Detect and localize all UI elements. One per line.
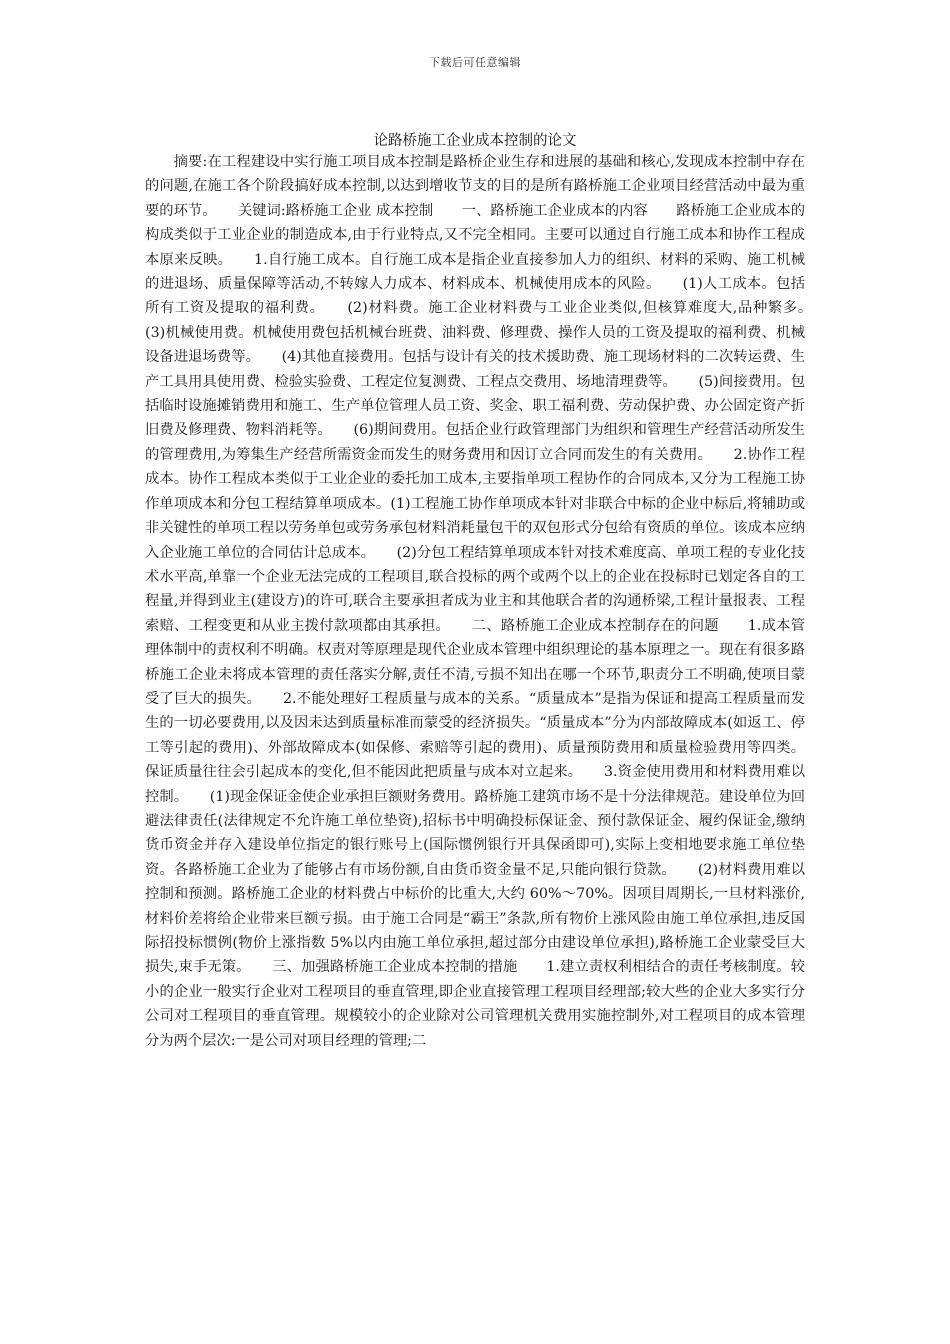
body-paragraph: 摘要:在工程建设中实行施工项目成本控制是路桥企业生存和进展的基础和核心,发现成本控制中存在的问题,在施工各个阶段搞好成本控制,以达到增收节支的目的是所有路桥施工企业项目经营活动中最为重要的环节。 关键词:路桥施工企业 成本控制 一、路桥施工企业成本的内容 路桥施工企业成本的构成类似于工业企业的制造成本,由于行业特点,又不完全相同。主要可以通过自行施工成本和协作工程成本原来反映。 1.自行施工成本。自行施工成本是指企业直接参加人力的组织、材料的采购、施工机械的进退场、质量保障等活动,不转嫁人力成本、材料成本、机械使用成本的风险。 (1)人工成本。包括所有工资及提取的福利费。 (2)材料费。施工企业材料费与工业企业类似,但核算难度大,品种繁多。 (3)机械使用费。机械使用费包括机械台班费、油料费、修理费、操作人员的工资及提取的福利费、机械设备进退场费等。 (4)其他直接费用。包括与设计有关的技术援助费、施工现场材料的二次转运费、生产工具用具使用费、检验实验费、工程定位复测费、工程点交费用、场地清理费等。 (5)间接费用。包括临时设施摊销费用和施工、生产单位管理人员工资、奖金、职工福利费、劳动保护费、办公固定资产折旧费及修理费、物料消耗等。 (6)期间费用。包括企业行政管理部门为组织和管理生产经营活动所发生的管理费用,为筹集生产经营所需资金而发生的财务费用和因订立合同而发生的有关费用。 2.协作工程成本。协作工程成本类似于工业企业的委托加工成本,主要指单项工程协作的合同成本,又分为工程施工协作单项成本和分包工程结算单项成本。(1)工程施工协作单项成本针对非联合中标的企业中标后,将辅助或非关键性的单项工程以劳务单包或劳务承包材料消耗量包干的双包形式分包给有资质的单位。该成本应纳入企业施工单位的合同估计总成本。 (2)分包工程结算单项成本针对技术难度高、单项工程的专业化技术水平高,单靠一个企业无法完成的工程项目,联合投标的两个或两个以上的企业在投标时已划定各自的工程量,并得到业主(建设方)的许可,联合主要承担者成为业主和其他联合者的沟通桥梁,工程计量报表、工程索赔、工程变更和从业主拨付款项都由其承担。 二、路桥施工企业成本控制存在的问题 1.成本管理体制中的责权利不明确。权责对等原理是现代企业成本管理中组织理论的基本原理之一。现在有很多路桥施工企业未将成本管理的责任落实分解,责任不清,亏损不知出在哪一个环节,职责分工不明确,使项目蒙受了巨大的损失。 2.不能处理好工程质量与成本的关系。“质量成本”是指为保证和提高工程质量而发生的一切必要费用,以及因未达到质量标准而蒙受的经济损失。“质量成本”分为内部故障成本(如返工、停工等引起的费用)、外部故障成本(如保修、索赔等引起的费用)、质量预防费用和质量检验费用等四类。保证质量往往会引起成本的变化,但不能因此把质量与成本对立起来。 3.资金使用费用和材料费用难以控制。 (1)现金保证金使企业承担巨额财务费用。路桥施工建筑市场不是十分法律规范。建设单位为回避法律责任(法律规定不允许施工单位垫资),招标书中明确投标保证金、预付款保证金、履约保证金,缴纳货币资金并存入建设单位指定的银行账号上(国际惯例银行开具保函即可),实际上变相地要求施工单位垫资。各路桥施工企业为了能够占有市场份额,自由货币资金量不足,只能向银行贷款。 (2)材料费用难以控制和预测。路桥施工企业的材料费占中标价的比重大,大约 60%～70%。因项目周期长,一旦材料涨价,材料价差将给企业带来巨额亏损。由于施工合同是“霸王”条款,所有物价上涨风险由施工单位承担,违反国际招投标惯例(物价上涨指数 5%以内由施工单位承担,超过部分由建设单位承担),路桥施工企业蒙受巨大损失,束手无策。 三、加强路桥施工企业成本控制的措施 1.建立责权利相结合的责任考核制度。较小的企业一般实行企业对工程项目的垂直管理,即企业直接管理工程项目经理部;较大些的企业大多实行分公司对工程项目的垂直管理。规模较小的企业除对公司管理机关费用实施控制外,对工程项目的成本管理分为两个层次:一是公司对项目经理的管理;二 bbox=[145, 154, 834, 1049]
document-body bbox=[145, 150, 834, 1053]
document-title: 论路桥施工企业成本控制的论文 bbox=[373, 133, 577, 149]
page-header-note: 下载后可任意编辑 bbox=[429, 56, 521, 69]
